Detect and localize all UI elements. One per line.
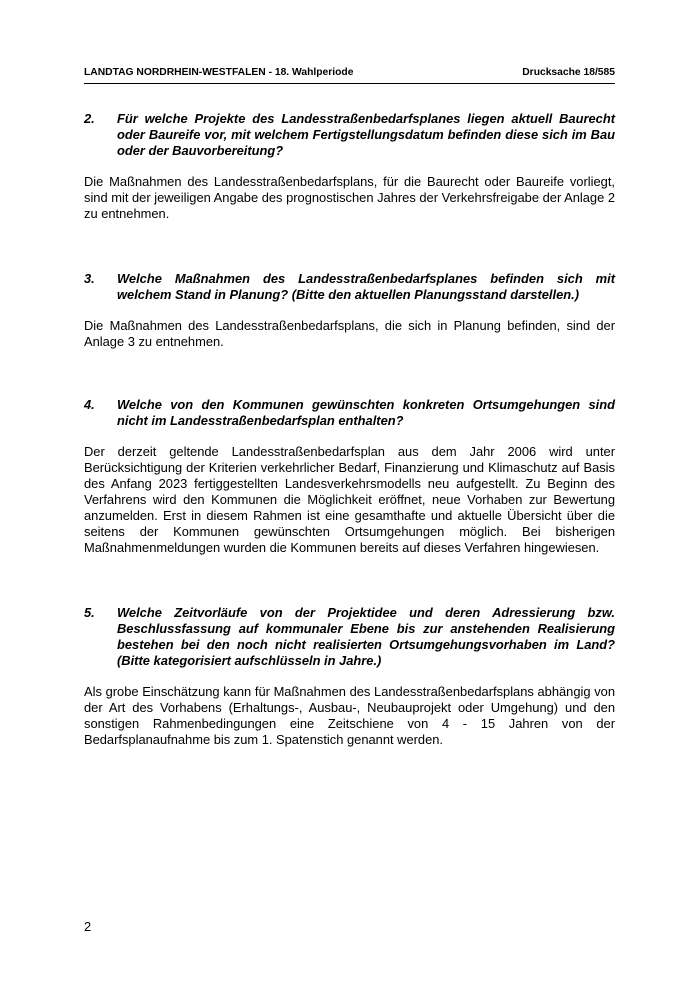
answer-text: Als grobe Einschätzung kann für Maßnahmen des Landesstraßenbedarfsplans abhängig von der Art des Vorhabens (Erhaltungs-, Ausbau-, Neubauprojekt oder Umgehung) und den sonstigen Rahmenbedingungen eine Zeitschiene von 4 - 15 Jahren von der Bedarfsplanaufnahme bis zum 1. Spatenstich genannt werden. [84, 684, 615, 747]
question-number: 2. [84, 111, 95, 126]
document-body [84, 111, 615, 748]
spacer [84, 222, 615, 271]
question [84, 111, 615, 159]
answer-text: Die Maßnahmen des Landesstraßenbedarfsplans, die sich in Planung befinden, sind der Anlage 3 zu entnehmen. [84, 318, 615, 349]
answer-text: Der derzeit geltende Landesstraßenbedarfsplan aus dem Jahr 2006 wird unter Berücksichtigung der Kriterien verkehrlicher Bedarf, Finanzierung und Klimaschutz auf Basis des Anfang 2023 fertiggestellten Landesverkehrsmodells neu aufgestellt. Zu Beginn des Verfahrens wird den Kommunen die Möglichkeit eröffnet, neue Vorhaben zur Bewertung anzumelden. Erst in diesem Rahmen ist eine gesamthafte und aktuelle Übersicht über die seitens der Kommunen gewünschten Ortsumgehungen möglich. Bei bisherigen Maßnahmenmeldungen wurden die Kommunen bereits auf dieses Verfahren hingewiesen. [84, 444, 615, 555]
question-number: 4. [84, 397, 95, 412]
spacer [84, 556, 615, 605]
question [84, 605, 615, 669]
header-parliament-title: LANDTAG NORDRHEIN-WESTFALEN - 18. Wahlperiode [84, 67, 354, 78]
question-text: Welche Maßnahmen des Landesstraßenbedarfsplanes befinden sich mit welchem Stand in Planung? (Bitte den aktuellen Planungsstand darstellen.) [117, 271, 615, 302]
question-number: 3. [84, 271, 95, 286]
header-document-number: Drucksache 18/585 [522, 67, 615, 78]
question-text: Für welche Projekte des Landesstraßenbedarfsplanes liegen aktuell Baurecht oder Baureife vor, mit welchem Fertigstellungsdatum befinden diese sich im Bau oder der Bauvorbereitung? [117, 111, 615, 158]
page-header [84, 67, 615, 83]
section-3 [84, 271, 615, 350]
spacer [84, 350, 615, 397]
answer-text: Die Maßnahmen des Landesstraßenbedarfsplans, für die Baurecht oder Baureife vorliegt, sind mit der jeweiligen Angabe des prognostischen Jahres der Verkehrsfreigabe der Anlage 2 zu entnehmen. [84, 174, 615, 221]
question [84, 271, 615, 303]
question [84, 397, 615, 429]
section-2 [84, 111, 615, 222]
section-5 [84, 605, 615, 748]
header-divider [84, 83, 615, 84]
question-text: Welche Zeitvorläufe von der Projektidee und deren Adressierung bzw. Beschlussfassung auf kommunaler Ebene bis zur anstehenden Realisierung bestehen bei den noch nicht realisierten Ortsumgehungsvorhaben im Land? (Bitte kategorisiert aufschlüsseln in Jahre.) [117, 605, 615, 668]
question-text: Welche von den Kommunen gewünschten konkreten Ortsumgehungen sind nicht im Landesstraßenbedarfsplan enthalten? [117, 397, 615, 428]
section-4 [84, 397, 615, 556]
question-number: 5. [84, 605, 95, 620]
page-number: 2 [84, 919, 92, 934]
